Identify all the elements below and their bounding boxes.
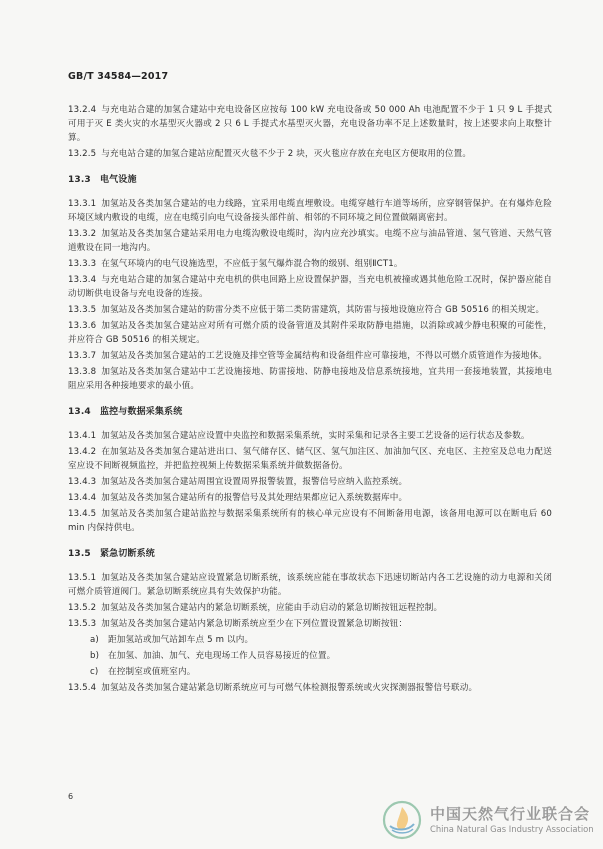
list-item-c <box>68 665 552 679</box>
clause-number: 13.3.2 <box>68 229 97 239</box>
clause-text: 与充电站合建的加氢合建站中充电机的供电回路上应设置保护器，当充电机被撞或遇其他危险工况时，保护器应能自动切断供电设备与充电设备的连接。 <box>68 275 552 299</box>
clause-number: 13.3.6 <box>68 321 97 331</box>
clause-text: 加氢站及各类加氢合建站所有的报警信号及其处理结果都应记入系统数据库中。 <box>101 493 408 503</box>
section-number: 13.4 <box>68 407 91 417</box>
section-heading-13-5 <box>68 547 552 561</box>
clause-13-3-4 <box>68 273 552 301</box>
clause-number: 13.5.1 <box>68 573 97 583</box>
org-name-cn: 中国天然气行业联合会 <box>430 805 591 823</box>
clause-number: 13.5.4 <box>68 683 97 693</box>
section-title: 紧急切断系统 <box>100 549 155 559</box>
clause-text: 加氢站及各类加氢合建站的防雷分类不应低于第二类防雷建筑，其防雷与接地设施应符合 GB 50516 的相关规定。 <box>101 305 545 315</box>
clause-13-3-5 <box>68 303 552 317</box>
org-name-en: China Natural Gas Industry Association <box>430 824 594 834</box>
list-label: c) <box>90 667 99 677</box>
clause-text: 加氢站及各类加氢合建站的电力线路，宜采用电缆直埋敷设。电缆穿越行车道等场所，应穿钢管保护。在有爆炸危险环境区域内敷设的电缆，应在电缆引向电气设备接头部件前、相邻的不同环境之间位置做隔离密封。 <box>68 199 552 223</box>
section-heading-13-3 <box>68 173 552 187</box>
clause-text: 与充电站合建的加氢合建站应配置灭火毯不少于 2 块，灭火毯应存放在充电区方便取用的位置。 <box>101 149 472 159</box>
clause-13-4-5 <box>68 507 552 535</box>
section-title: 监控与数据采集系统 <box>100 407 183 417</box>
document-body <box>68 103 552 697</box>
list-item-b <box>68 649 552 663</box>
clause-13-4-3 <box>68 475 552 489</box>
clause-text: 加氢站及各类加氢合建站内紧急切断系统应至少在下列位置设置紧急切断按钮： <box>101 619 408 629</box>
clause-text: 加氢站及各类加氢合建站监控与数据采集系统所有的核心单元应设有不间断备用电源，该备用电源可以在断电后 60 min 内保持供电。 <box>68 509 552 533</box>
clause-text: 加氢站及各类加氢合建站周围宜设置周界报警装置，报警信号应纳入监控系统。 <box>101 477 408 487</box>
flame-globe-logo-icon <box>382 800 422 840</box>
clause-13-4-4 <box>68 491 552 505</box>
clause-13-3-3 <box>68 257 552 271</box>
clause-text: 加氢站及各类加氢合建站应设置紧急切断系统，该系统应能在事故状态下迅速切断站内各工艺设施的动力电源和关闭可燃介质管道阀门。紧急切断系统应具有失效保护功能。 <box>68 573 552 597</box>
watermark-logo <box>376 800 596 844</box>
clause-13-4-2 <box>68 445 552 473</box>
clause-number: 13.3.8 <box>68 367 97 377</box>
clause-text: 加氢站及各类加氢合建站应设置中央监控和数据采集系统，实时采集和记录各主要工艺设备的运行状态及参数。 <box>101 431 530 441</box>
list-text: 在加氢、加油、加气、充电现场工作人员容易接近的位置。 <box>108 651 336 661</box>
section-number: 13.5 <box>68 549 91 559</box>
clause-13-2-4 <box>68 103 552 145</box>
list-text: 距加氢站或加气站卸车点 5 m 以内。 <box>108 635 254 645</box>
clause-13-3-8 <box>68 365 552 393</box>
clause-number: 13.3.5 <box>68 305 97 315</box>
clause-text: 加氢站及各类加氢合建站中工艺设施接地、防雷接地、防静电接地及信息系统接地，宜共用一套接地装置，其接地电阻应采用各种接地要求的最小值。 <box>68 367 552 391</box>
clause-13-3-2 <box>68 227 552 255</box>
list-item-a <box>68 633 552 647</box>
clause-text: 加氢站及各类加氢合建站采用电力电缆沟敷设电缆时，沟内应充沙填实。电缆不应与油品管道、氢气管道、天然气管道敷设在同一地沟内。 <box>68 229 552 253</box>
clause-13-5-3 <box>68 617 552 631</box>
clause-text: 加氢站及各类加氢合建站内的紧急切断系统，应能由手动启动的紧急切断按钮远程控制。 <box>101 603 443 613</box>
clause-13-3-6 <box>68 319 552 347</box>
list-label: a) <box>90 635 99 645</box>
clause-number: 13.5.2 <box>68 603 97 613</box>
clause-text: 在氢气环境内的电气设施选型，不应低于氢气爆炸混合物的级别、组别ⅡCT1。 <box>101 259 403 269</box>
clause-13-4-1 <box>68 429 552 443</box>
clause-number: 13.4.4 <box>68 493 97 503</box>
clause-number: 13.4.3 <box>68 477 97 487</box>
clause-number: 13.2.4 <box>68 105 97 115</box>
clause-13-2-5 <box>68 147 552 161</box>
section-number: 13.3 <box>68 175 91 185</box>
clause-text: 加氢站及各类加氢合建站紧急切断系统应可与可燃气体检测报警系统或火灾探测器报警信号联动。 <box>101 683 478 693</box>
section-heading-13-4 <box>68 405 552 419</box>
list-text: 在控制室或值班室内。 <box>108 667 196 677</box>
clause-13-3-7 <box>68 349 552 363</box>
clause-number: 13.3.3 <box>68 259 97 269</box>
standard-code: GB/T 34584—2017 <box>68 71 169 82</box>
clause-text: 加氢站及各类加氢合建站应对所有可燃介质的设备管道及其附件采取防静电措施，以消除或减少静电积聚的可能性，并应符合 GB 50516 的相关规定。 <box>68 321 552 345</box>
section-title: 电气设施 <box>100 175 137 185</box>
list-label: b) <box>90 651 100 661</box>
clause-number: 13.4.2 <box>68 447 97 457</box>
clause-13-5-4 <box>68 681 552 695</box>
clause-number: 13.2.5 <box>68 149 97 159</box>
clause-number: 13.3.4 <box>68 275 97 285</box>
page-number: 6 <box>68 792 74 801</box>
clause-number: 13.3.7 <box>68 351 97 361</box>
clause-number: 13.4.1 <box>68 431 97 441</box>
clause-number: 13.5.3 <box>68 619 97 629</box>
clause-13-5-1 <box>68 571 552 599</box>
clause-number: 13.3.1 <box>68 199 97 209</box>
clause-text: 与充电站合建的加氢合建站中充电设备区应按每 100 kW 充电设备或 50 000 Ah 电池配置不少于 1 只 9 L 手提式可用于灭 E 类火灾的水基型灭火器或 2 只 6 L 手提式水基型灭火器，充电设备功率不足上述数量时，按上述要求向上取整计算。 <box>68 105 552 143</box>
clause-text: 加氢站及各类加氢合建站的工艺设施及排空管等金属结构和设备组件应可靠接地，不得以可燃介质管道作为接地体。 <box>101 351 548 361</box>
clause-13-3-1 <box>68 197 552 225</box>
clause-number: 13.4.5 <box>68 509 97 519</box>
clause-text: 在加氢站及各类加氢合建站进出口、氢气储存区、储气区、氢气加注区、加油加气区、充电区、主控室及总电力配送室应设不间断视频监控，并把监控视频上传数据采集系统并做数据备份。 <box>68 447 552 471</box>
clause-13-5-2 <box>68 601 552 615</box>
